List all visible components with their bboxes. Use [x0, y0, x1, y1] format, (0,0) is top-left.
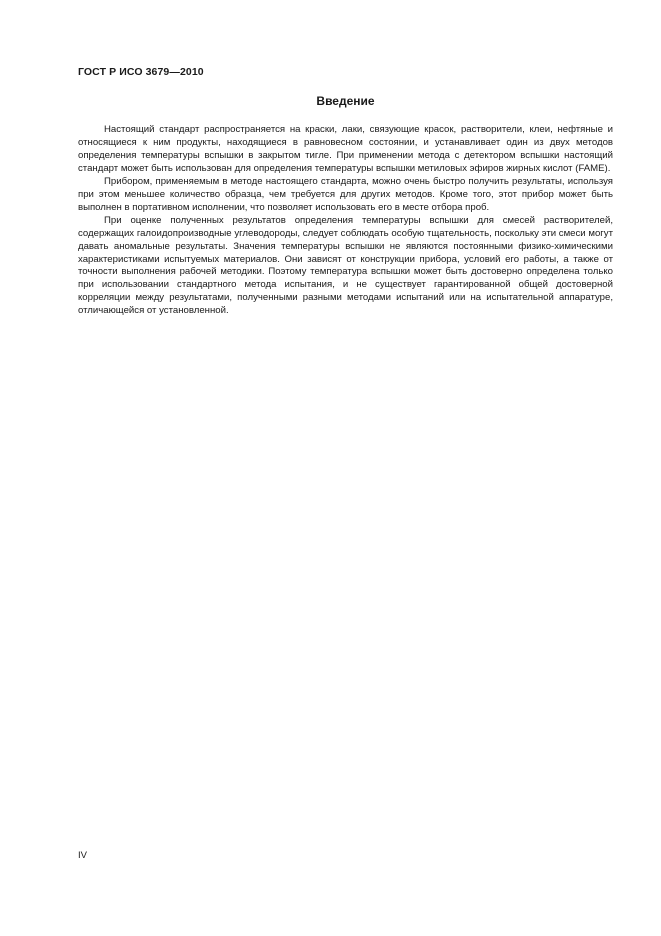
page-number: IV: [78, 850, 87, 861]
paragraph-apparatus: Прибором, применяемым в методе настоящего стандарта, можно очень быстро получить результаты, используя при этом меньшее количество образца, чем требуется для других методов. Кроме того, этот прибор может быть выполнен в портативном исполнении, что позволяет использовать его в месте отбора проб.: [78, 175, 613, 213]
document-header: ГОСТ Р ИСО 3679—2010: [78, 66, 204, 78]
paragraph-evaluation: При оценке полученных результатов определения температуры вспышки для смесей растворителей, содержащих галоидопроизводные углеводороды, следует соблюдать особую тщательность, поскольку эти смеси могут давать аномальные результаты. Значения температуры вспышки не являются постоянными физико-химическими характеристиками испытуемых материалов. Они зависят от конструкции прибора, условий его работы, а также от точности выполнения рабочей методики. Поэтому температура вспышки может быть достоверно определена только при использовании стандартного метода испытания, и не существует гарантированной общей достоверной корреляции между результатами, полученными разными методами испытаний или на испытательной аппаратуре, отличающейся от установленной.: [78, 214, 613, 317]
paragraph-scope: Настоящий стандарт распространяется на краски, лаки, связующие красок, растворители, клеи, нефтяные и относящиеся к ним продукты, находящиеся в равновесном состоянии, и устанавливает один из двух методов определения температуры вспышки в закрытом тигле. При применении метода с детектором вспышки настоящий стандарт может быть использован для определения температуры вспышки метиловых эфиров жирных кислот (FAME).: [78, 124, 613, 174]
section-title: Введение: [316, 94, 375, 108]
introduction-text: [78, 124, 613, 318]
